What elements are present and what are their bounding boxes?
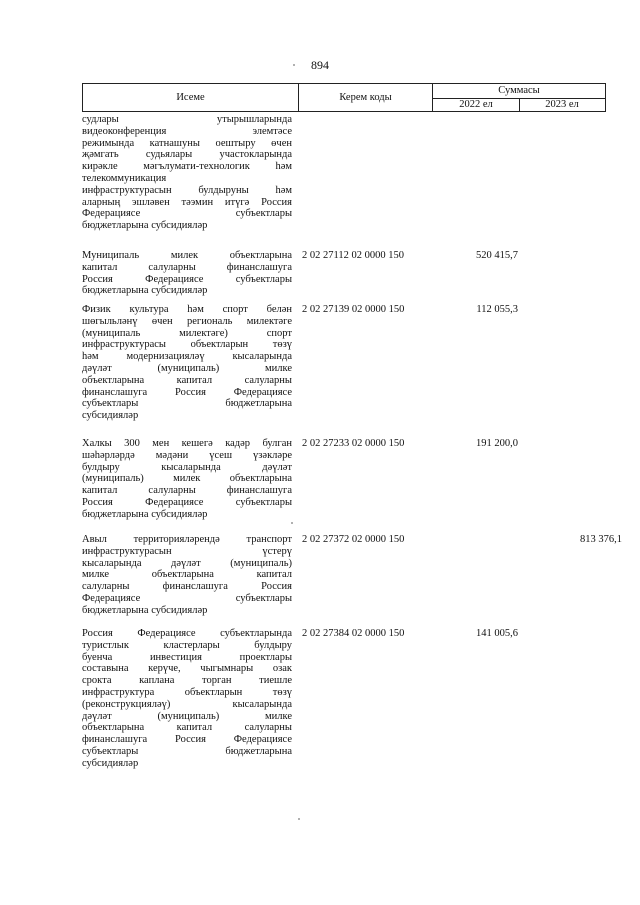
row-name-line: һәм модернизацияләү кысаларында [82, 351, 292, 363]
row-value-2022: 141 005,6 [476, 628, 518, 639]
row-name-line: Муниципаль милек объектларына [82, 250, 292, 261]
row-code: 2 02 27233 02 0000 150 [302, 438, 405, 449]
row-value-2022: 191 200,0 [476, 438, 518, 449]
row-name-line: срокта каплана торган тиешле [82, 675, 292, 687]
scan-speck [298, 818, 300, 820]
row-name-line: составына керүче, чыгымнары озак [82, 663, 292, 675]
row-name [82, 250, 292, 297]
row-name-line: капитал салуларны финанслашуга [82, 485, 292, 497]
row-name-line: судлары утырышларында [82, 114, 292, 125]
row-name-line: җәмгать судьялары участокларында [82, 149, 292, 161]
row-name-line: шөгыльләнү өчен региональ милектәге [82, 315, 292, 327]
row-name-line: Федерациясе субъектлары [82, 592, 292, 604]
row-name-line: инфраструктурасын үстерү [82, 545, 292, 557]
row-name-line: Россия Федерациясе субъектларында [82, 628, 292, 639]
row-name-line: режимында катнашуны оештыру өчен [82, 137, 292, 149]
row-name-line: субсидияләр [82, 757, 139, 769]
row-name [82, 628, 292, 770]
row-value-2022: 112 055,3 [476, 304, 518, 315]
row-name-line: туристлык кластерлары булдыру [82, 639, 292, 651]
row-code: 2 02 27112 02 0000 150 [302, 250, 404, 261]
row-code: 2 02 27384 02 0000 150 [302, 628, 405, 639]
row-name-line: финанслашуга Россия Федерациясе [82, 386, 292, 398]
row-name-line: Россия Федерациясе субъектлары [82, 273, 292, 285]
header-year-2022: 2022 ел [433, 98, 520, 111]
row-name-line: дәүләт (муниципаль) милке [82, 710, 292, 722]
row-name-line: субсидияләр [82, 410, 139, 422]
header-year-2023: 2023 ел [545, 99, 579, 110]
row-name-line: бюджетларына субсидияләр [82, 285, 208, 297]
header-code: Керем коды [299, 84, 433, 111]
header-name: Исеме [83, 84, 299, 111]
row-name-line: капитал салуларны финанслашуга [82, 261, 292, 273]
row-value-2022: 520 415,7 [476, 250, 518, 261]
row-name-line: Физик культура һәм спорт белән [82, 304, 292, 315]
row-name-line: (муниципаль) милек объектларына [82, 473, 292, 485]
row-name-line: инфраструктура объектларын төзү [82, 686, 292, 698]
row-name-line: аларның эшләвен тәэмин итүгә Россия [82, 196, 292, 208]
row-name-line: кысаларында дәүләт (муниципаль) [82, 557, 292, 569]
row-name-line: телекоммуникация [82, 172, 167, 184]
row-name-line: объектларына капитал салуларны [82, 722, 292, 734]
row-name-line: бюджетларына субсидияләр [82, 604, 208, 616]
row-name [82, 534, 292, 617]
scan-speck [293, 64, 295, 66]
row-value-2023: 813 376,1 [580, 534, 622, 545]
scan-speck [291, 522, 293, 524]
row-name-line: дәүләт (муниципаль) милке [82, 362, 292, 374]
row-name-line: инфраструктурасы объектларын төзү [82, 339, 292, 351]
row-name-line: (муниципаль милектәге) спорт [82, 327, 292, 339]
row-name-line: Федерациясе субъектлары [82, 208, 292, 220]
row-name-line: бюджетларына субсидияләр [82, 508, 208, 520]
row-name-line: Россия Федерациясе субъектлары [82, 496, 292, 508]
row-name-line: объектларына капитал салуларны [82, 374, 292, 386]
row-name-line: бюджетларына субсидияләр [82, 220, 208, 232]
row-name-line: кирәкле мәгълумати-технологик һәм [82, 161, 292, 173]
header-sums-title: Суммасы [433, 84, 605, 99]
row-name-line: милке объектларына капитал [82, 569, 292, 581]
row-name-line: буенча инвестиция проектлары [82, 651, 292, 663]
row-name-line: субъектлары бюджетларына [82, 745, 292, 757]
row-code: 2 02 27139 02 0000 150 [302, 304, 405, 315]
row-name-line: финанслашуга Россия Федерациясе [82, 734, 292, 746]
row-name-line: субъектлары бюджетларына [82, 398, 292, 410]
row-code: 2 02 27372 02 0000 150 [302, 534, 405, 545]
row-name [82, 304, 292, 422]
row-name-line: салуларны финанслашуга Россия [82, 581, 292, 593]
row-name-line: булдыру кысаларында дәүләт [82, 461, 292, 473]
row-name-line: инфраструктурасын булдыруны һәм [82, 184, 292, 196]
row-name-line: Халкы 300 мен кешегә кадәр булган [82, 438, 292, 449]
page-number: 894 [311, 58, 329, 72]
header-sums [433, 84, 605, 111]
row-name [82, 438, 292, 521]
row-name-line: видеоконференция элемтәсе [82, 125, 292, 137]
row-name-line: (реконструкцияләү) кысаларында [82, 698, 292, 710]
row-name-line: Авыл территорияләрендә транспорт [82, 534, 292, 545]
table-header [82, 83, 606, 112]
row-name-line: шәһәрләрдә мәдәни үсеш үзәкләре [82, 449, 292, 461]
row-name [82, 114, 292, 232]
